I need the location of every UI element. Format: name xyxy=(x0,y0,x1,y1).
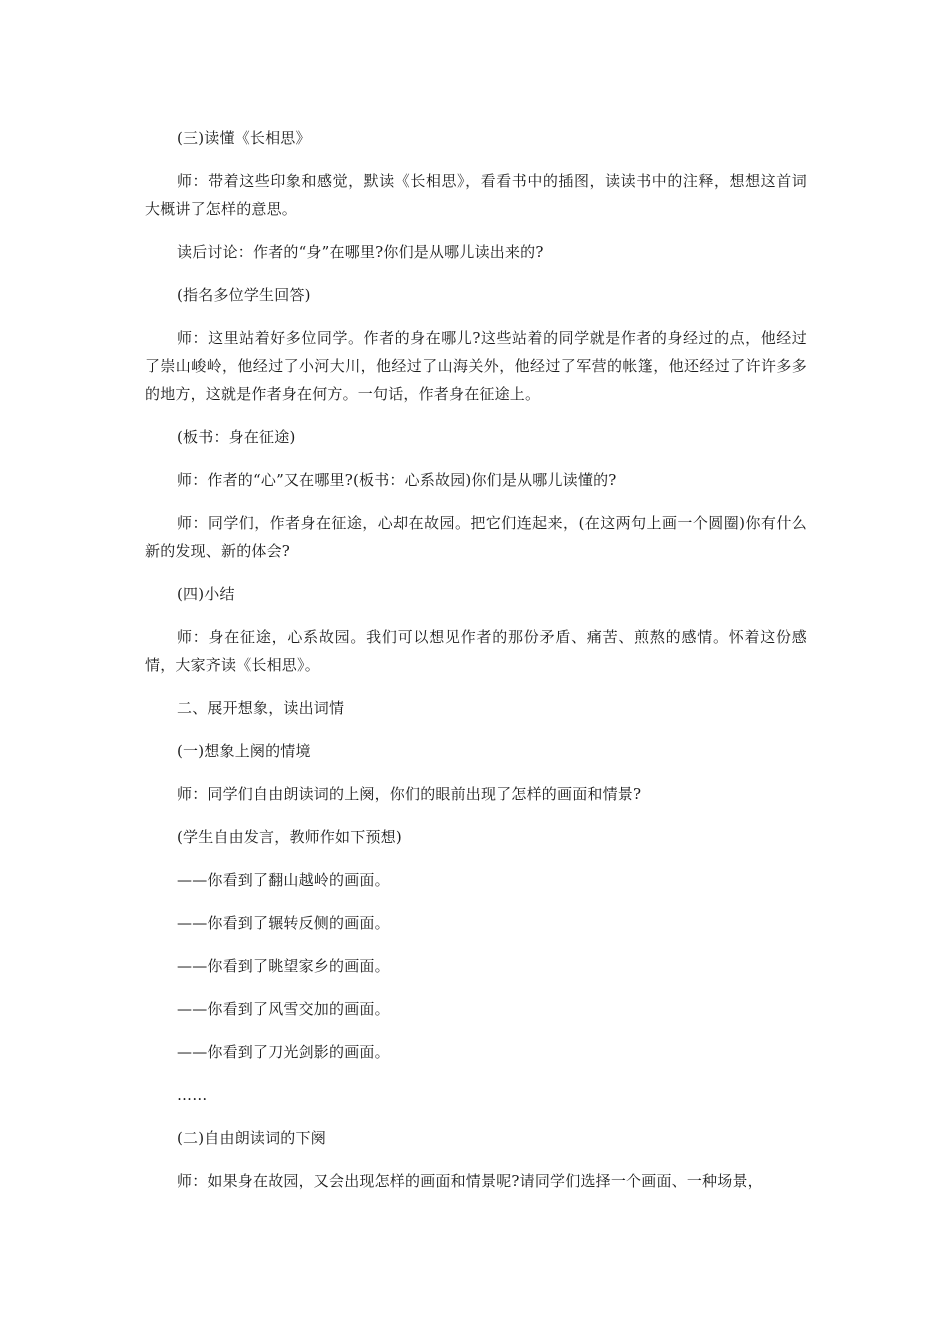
blackboard-note-paragraph: (板书：身在征途) xyxy=(177,428,296,446)
teacher-closing-prompt-paragraph: 师：如果身在故园，又会出现怎样的画面和情景呢?请同学们选择一个画面、一种场景， xyxy=(177,1172,763,1190)
section-heading-read-changxiangsi: (三)读懂《长相思》 xyxy=(177,129,311,147)
section-heading-imagination: 二、展开想象，读出词情 xyxy=(177,699,345,717)
ellipsis-line: …… xyxy=(177,1086,208,1104)
stage-direction-paragraph: (学生自由发言，教师作如下预想) xyxy=(177,828,402,846)
stage-direction-paragraph: (指名多位学生回答) xyxy=(177,286,311,304)
document-body xyxy=(145,124,807,1210)
section-heading-summary: (四)小结 xyxy=(177,585,235,603)
subsection-heading-upper-stanza: (一)想象上阕的情境 xyxy=(177,742,311,760)
subsection-heading-lower-stanza: (二)自由朗读词的下阕 xyxy=(177,1129,326,1147)
imagined-scene-item: ——你看到了翻山越岭的画面。 xyxy=(177,871,390,889)
teacher-reading-prompt-paragraph: 师：同学们自由朗读词的上阕，你们的眼前出现了怎样的画面和情景? xyxy=(177,785,642,803)
imagined-scene-item: ——你看到了刀光剑影的画面。 xyxy=(177,1043,390,1061)
teacher-summary-paragraph: 师：身在征途，心系故园。我们可以想见作者的那份矛盾、痛苦、煎熬的感情。怀着这份感情，大家齐读《长相思》。 xyxy=(145,628,807,674)
imagined-scene-item: ——你看到了风雪交加的画面。 xyxy=(177,1000,390,1018)
teacher-instruction-paragraph: 师：带着这些印象和感觉，默读《长相思》，看看书中的插图，读读书中的注释，想想这首词大概讲了怎样的意思。 xyxy=(145,172,807,218)
teacher-question-paragraph: 师：作者的“心”又在哪里?(板书：心系故园)你们是从哪儿读懂的? xyxy=(177,471,617,489)
discussion-question-paragraph: 读后讨论：作者的“身”在哪里?你们是从哪儿读出来的? xyxy=(177,243,544,261)
teacher-discussion-paragraph: 师：同学们，作者身在征途，心却在故园。把它们连起来，(在这两句上画一个圆圈)你有什么新的发现、新的体会? xyxy=(145,514,807,560)
teacher-explanation-paragraph: 师：这里站着好多位同学。作者的身在哪儿?这些站着的同学就是作者的身经过的点，他经过了崇山峻岭，他经过了小河大川，他经过了山海关外，他经过了军营的帐篷，他还经过了许许多多的地方，这就是作者身在何方。一句话，作者身在征途上。 xyxy=(145,329,807,403)
imagined-scene-item: ——你看到了眺望家乡的画面。 xyxy=(177,957,390,975)
imagined-scene-item: ——你看到了辗转反侧的画面。 xyxy=(177,914,390,932)
